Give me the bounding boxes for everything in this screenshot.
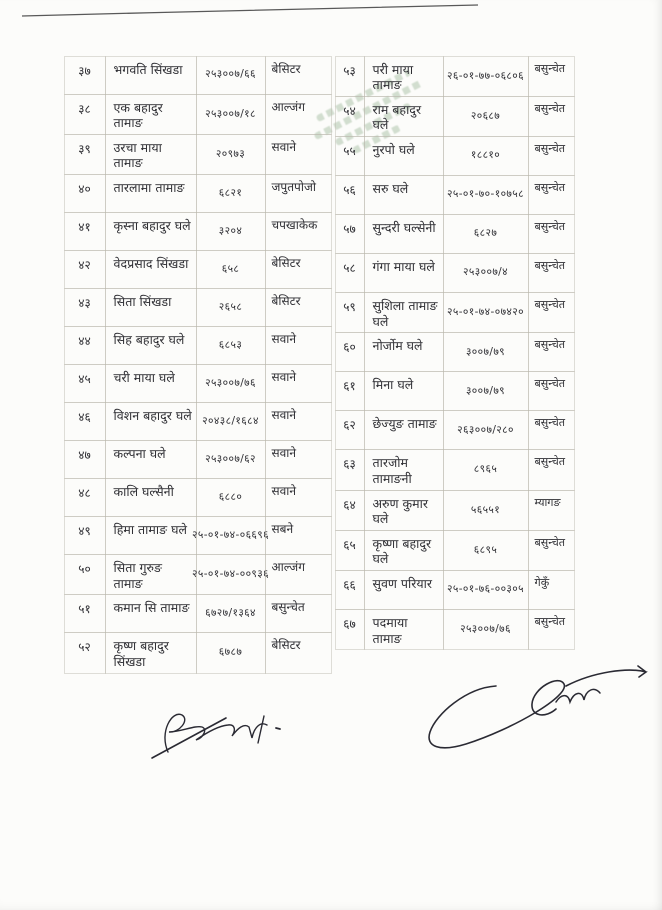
name-cell: विशन बहादुर घले [105, 402, 197, 441]
number-cell: २६३००७/२८० [443, 410, 529, 450]
name-cell: छेज्युङ तामाङ [364, 410, 444, 450]
address-cell: बेसिटर [265, 250, 332, 289]
serial-cell: ६० [335, 332, 365, 372]
number-cell: २६-०१-७७-०६८०६ [443, 56, 529, 97]
number-cell: २५३००७/६२ [196, 440, 266, 479]
address-cell: म्यागङ [528, 490, 575, 531]
number-cell: ६५८ [196, 250, 266, 289]
name-cell: तारलामा तामाङ [105, 174, 197, 213]
number-cell: ६८५३ [196, 326, 266, 365]
table-row [64, 94, 335, 134]
table-row [335, 450, 578, 490]
serial-cell: ४३ [64, 288, 106, 327]
number-cell: २०९७३ [196, 134, 266, 175]
address-cell: बसुन्चेत [528, 253, 575, 293]
name-cell: सुन्दरी घल्सेनी [364, 214, 444, 254]
number-cell: २५३००७/७६ [443, 609, 529, 650]
number-cell: २५३००७/६६ [196, 56, 266, 95]
serial-cell: ३८ [64, 94, 106, 135]
table-row [335, 254, 578, 293]
address-cell: बसुन्चेत [528, 530, 575, 571]
address-cell: बेसिटर [265, 56, 332, 95]
name-cell: चरी माया घले [105, 364, 197, 403]
serial-cell: ६७ [335, 609, 365, 650]
name-cell: सिह बहादुर घले [105, 326, 197, 365]
number-cell: २०४३८/१६८४ [196, 402, 266, 441]
address-cell: बेसिटर [265, 288, 332, 327]
table-row [64, 365, 335, 403]
name-cell: सुवण परियार [364, 570, 444, 610]
name-cell: सिता सिंखडा [105, 288, 197, 327]
number-cell: २५-०१-७४-०७४२० [443, 292, 529, 333]
serial-cell: ६३ [335, 449, 365, 490]
address-cell: सवाने [265, 364, 332, 403]
table-row [64, 479, 335, 517]
table-row [64, 555, 335, 595]
roster-table-left [64, 56, 335, 673]
number-cell: ६८९५ [443, 530, 529, 571]
table-row [335, 96, 578, 136]
address-cell: बसुन्चेत [528, 96, 575, 137]
serial-cell: ५२ [64, 632, 106, 673]
serial-cell: ४१ [64, 212, 106, 251]
table-row [64, 327, 335, 365]
serial-cell: ४८ [64, 478, 106, 517]
serial-cell: ५१ [64, 594, 106, 633]
number-cell: २५-०१-७४-०६६९६ [196, 516, 266, 555]
address-cell: बसुन्चेत [528, 292, 575, 333]
table-row [335, 571, 578, 610]
table-row [64, 403, 335, 441]
serial-cell: ५७ [335, 214, 365, 254]
address-cell: सवाने [265, 478, 332, 517]
table-row [64, 595, 335, 633]
name-cell: राम बहादुर घले [364, 96, 444, 137]
serial-cell: ५८ [335, 253, 365, 293]
name-cell: उरचा माया तामाङ [105, 134, 197, 175]
name-cell: परी माया तामाङ [364, 56, 444, 97]
address-cell: सवाने [265, 440, 332, 479]
number-cell: ६८२१ [196, 174, 266, 213]
name-cell: कमान सि तामाङ [105, 594, 197, 633]
serial-cell: ५० [64, 554, 106, 595]
serial-cell: ४९ [64, 516, 106, 555]
address-cell: सवाने [265, 134, 332, 175]
serial-cell: ३७ [64, 56, 106, 95]
serial-cell: ६१ [335, 371, 365, 411]
address-cell: गेकुँ [528, 570, 575, 610]
number-cell: ५६५५१ [443, 490, 529, 531]
address-cell: चपखाकेक [265, 212, 332, 251]
table-row [335, 490, 578, 530]
address-cell: बसुन्चेत [265, 594, 332, 633]
table-row [64, 56, 335, 94]
name-cell: गंगा माया घले [364, 253, 444, 293]
number-cell: २०६८७ [443, 96, 529, 137]
table-row [335, 530, 578, 570]
table-row [335, 333, 578, 372]
name-cell: मिना घले [364, 371, 444, 411]
number-cell: २५-०१-७०-१०७५८ [443, 175, 529, 215]
name-cell: सिता गुरुङ तामाङ [105, 554, 197, 595]
serial-cell: ४५ [64, 364, 106, 403]
serial-cell: ५६ [335, 175, 365, 215]
serial-cell: ४२ [64, 250, 106, 289]
table-row [64, 251, 335, 289]
table-row [64, 175, 335, 213]
table-row [335, 372, 578, 411]
number-cell: २६५८ [196, 288, 266, 327]
address-cell: बसुन्चेत [528, 371, 575, 411]
serial-cell: ५९ [335, 292, 365, 333]
name-cell: नुरपो घले [364, 136, 444, 176]
number-cell: २५३००७/७६ [196, 364, 266, 403]
address-cell: जपुतपोजो [265, 174, 332, 213]
table-row [64, 134, 335, 174]
serial-cell: ६४ [335, 490, 365, 531]
number-cell: ३००७/७९ [443, 371, 529, 411]
table-row [64, 517, 335, 555]
name-cell: सरु घले [364, 175, 444, 215]
number-cell: २५-०१-७४-००९३६ [196, 554, 266, 595]
address-cell: बसुन्चेत [528, 175, 575, 215]
roster-table-right [335, 56, 578, 650]
address-cell: बसुन्चेत [528, 214, 575, 254]
serial-cell: ४७ [64, 440, 106, 479]
number-cell: ८९६५ [443, 449, 529, 490]
serial-cell: ६६ [335, 570, 365, 610]
serial-cell: ६५ [335, 530, 365, 571]
table-row [64, 289, 335, 327]
serial-cell: ३९ [64, 134, 106, 175]
name-cell: कल्पना घले [105, 440, 197, 479]
address-cell: बसुन्चेत [528, 332, 575, 372]
name-cell: पदमाया तामाङ [364, 609, 444, 650]
name-cell: हिमा तामाङ घले [105, 516, 197, 555]
name-cell: कालि घल्सैनी [105, 478, 197, 517]
address-cell: सबने [265, 516, 332, 555]
scan-line-artifact [0, 0, 662, 30]
table-row [335, 411, 578, 450]
address-cell: आल्जंग [265, 554, 332, 595]
name-cell: अरुण कुमार घले [364, 490, 444, 531]
address-cell: सवाने [265, 402, 332, 441]
name-cell: सुशिला तामाङ घले [364, 292, 444, 333]
table-row [335, 610, 578, 650]
table-row [335, 137, 578, 176]
number-cell: ६७२७/१३६४ [196, 594, 266, 633]
table-row [64, 213, 335, 251]
name-cell: कृस्ना बहादुर घले [105, 212, 197, 251]
serial-cell: ६२ [335, 410, 365, 450]
name-cell: वेदप्रसाद सिंखडा [105, 250, 197, 289]
table-row [335, 56, 578, 96]
number-cell: ६८२७ [443, 214, 529, 254]
number-cell: १८८१० [443, 136, 529, 176]
number-cell: २५३००७/४ [443, 253, 529, 293]
table-row [64, 633, 335, 673]
number-cell: ६७८७ [196, 632, 266, 673]
name-cell: भगवति सिंखडा [105, 56, 197, 95]
address-cell: बसुन्चेत [528, 449, 575, 490]
address-cell: सवाने [265, 326, 332, 365]
signature-right [418, 648, 653, 758]
name-cell: नोर्जोम घले [364, 332, 444, 372]
signature-left [138, 698, 298, 773]
serial-cell: ५५ [335, 136, 365, 176]
address-cell: बसुन्चेत [528, 56, 575, 97]
number-cell: २५-०१-७६-००३०५ [443, 570, 529, 610]
table-row [335, 176, 578, 215]
address-cell: बसुन्चेत [528, 609, 575, 650]
name-cell: एक बहादुर तामाङ [105, 94, 197, 135]
number-cell: ३००७/७९ [443, 332, 529, 372]
table-row [64, 441, 335, 479]
address-cell: बेसिटर [265, 632, 332, 673]
address-cell: आल्जंग [265, 94, 332, 135]
number-cell: २५३००७/१८ [196, 94, 266, 135]
serial-cell: ५३ [335, 56, 365, 97]
table-row [335, 293, 578, 333]
number-cell: ३२०४ [196, 212, 266, 251]
serial-cell: ४६ [64, 402, 106, 441]
number-cell: ६८८० [196, 478, 266, 517]
name-cell: कृष्णा बहादुर घले [364, 530, 444, 571]
table-row [335, 215, 578, 254]
serial-cell: ४४ [64, 326, 106, 365]
name-cell: तारजोम तामाङनी [364, 449, 444, 490]
address-cell: बसुन्चेत [528, 136, 575, 176]
name-cell: कृष्ण बहादुर सिंखडा [105, 632, 197, 673]
serial-cell: ४० [64, 174, 106, 213]
address-cell: बसुन्चेत [528, 410, 575, 450]
serial-cell: ५४ [335, 96, 365, 137]
